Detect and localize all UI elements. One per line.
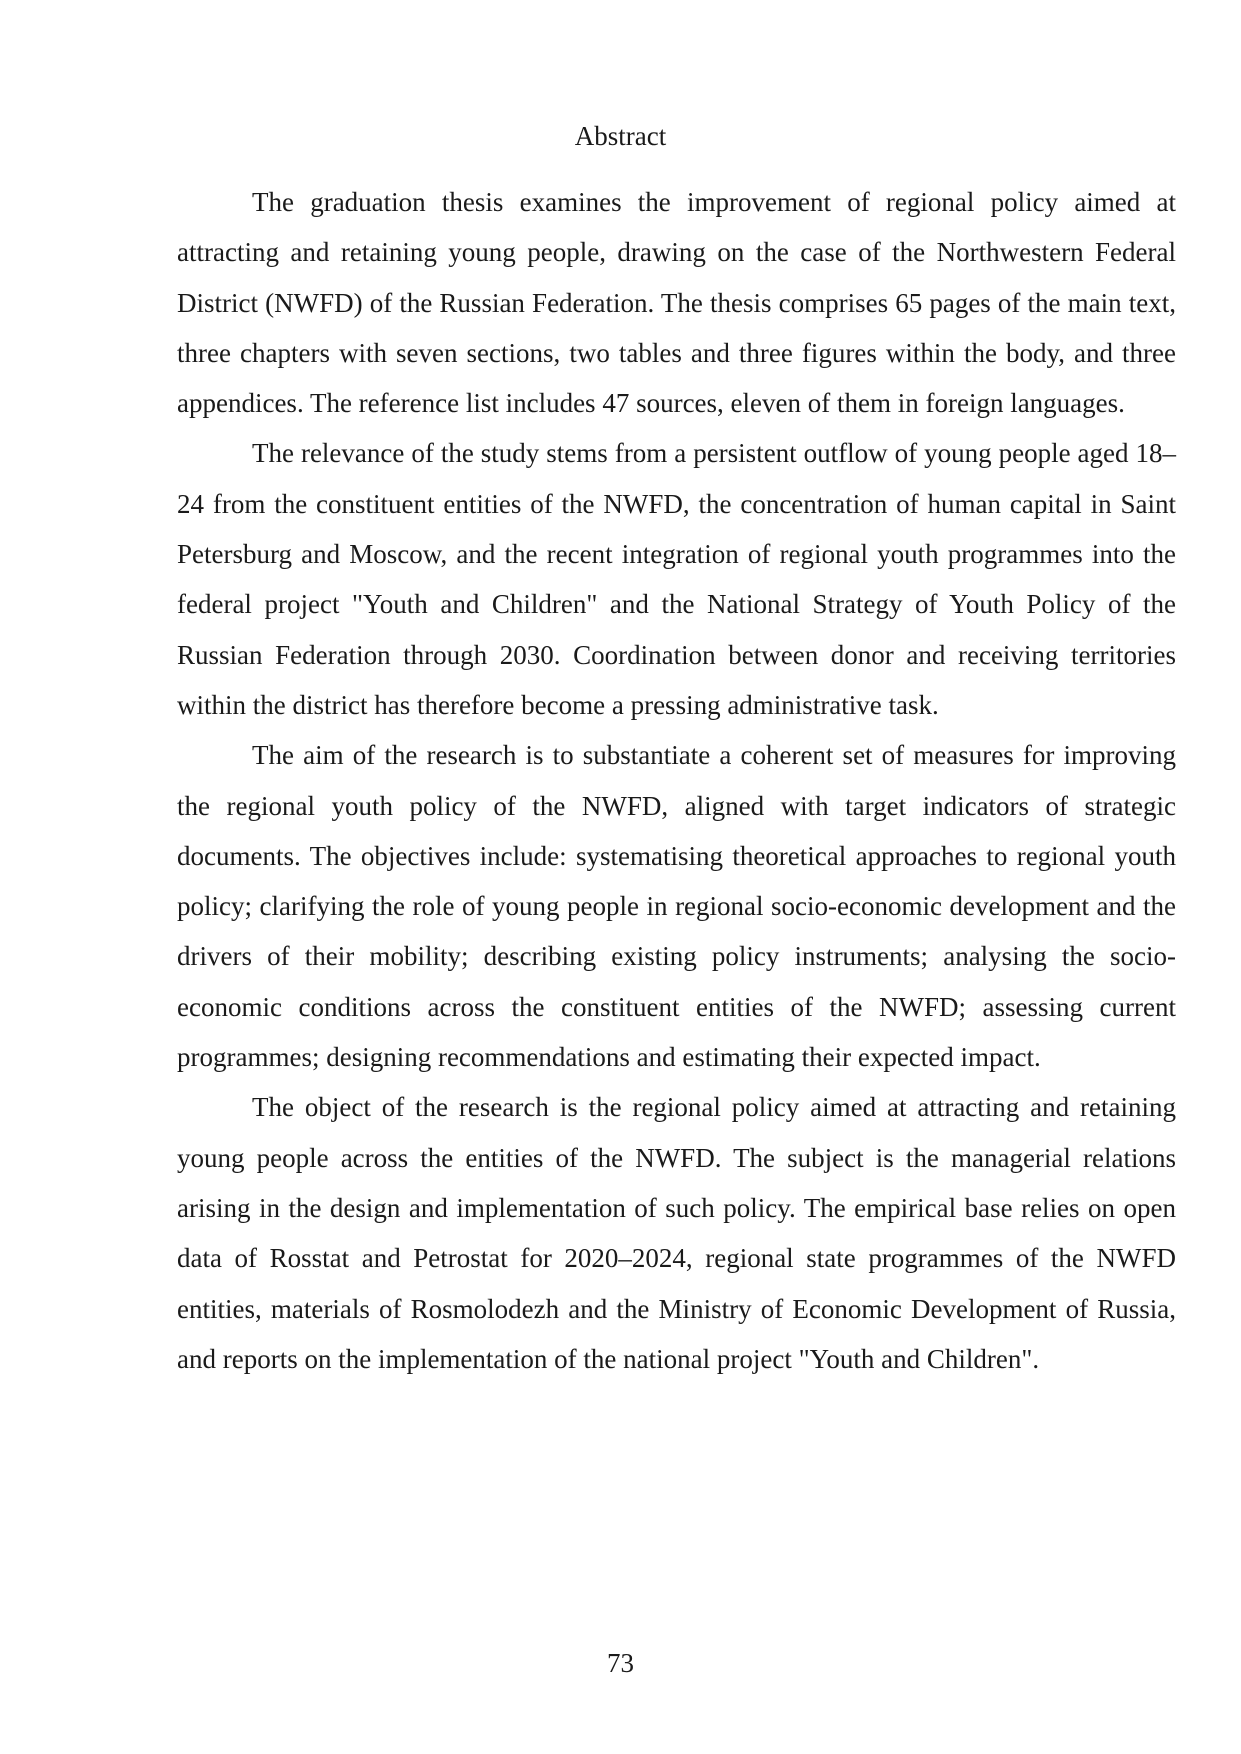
paragraph-relevance: The relevance of the study stems from a persistent outflow of young people aged 18–24 from the constituent entities of the NWFD, the concentration of human capital in Saint Petersburg and Moscow, and the recent integration of regional youth programmes into the federal project "Youth and Children" and the National Strategy of Youth Policy of the Russian Federation through 2030. Coordination between donor and receiving territories within the district has therefore become a pressing administrative task. [177,438,1176,720]
page-number: 73 [607,1648,634,1678]
abstract-body [177,177,1176,1384]
page-title: Abstract [574,121,667,151]
paragraph-aim-objectives: The aim of the research is to substantiate a coherent set of measures for improving the regional youth policy of the NWFD, aligned with target indicators of strategic documents. The objectives include: systematising theoretical approaches to regional youth policy; clarifying the role of young people in regional socio-economic development and the drivers of their mobility; describing existing policy instruments; analysing the socio-economic conditions across the constituent entities of the NWFD; assessing current programmes; designing recommendations and estimating their expected impact. [177,740,1176,1073]
paragraph-overview: The graduation thesis examines the improvement of regional policy aimed at attracting and retaining young people, drawing on the case of the Northwestern Federal District (NWFD) of the Russian Federation. The thesis comprises 65 pages of the main text, three chapters with seven sections, two tables and three figures within the body, and three appendices. The reference list includes 47 sources, eleven of them in foreign languages. [177,187,1176,419]
paragraph-object-subject: The object of the research is the regional policy aimed at attracting and retaining young people across the entities of the NWFD. The subject is the managerial relations arising in the design and implementation of such policy. The empirical base relies on open data of Rosstat and Petrostat for 2020–2024, regional state programmes of the NWFD entities, materials of Rosmolodezh and the Ministry of Economic Development of Russia, and reports on the implementation of the national project "Youth and Children". [177,1092,1176,1374]
